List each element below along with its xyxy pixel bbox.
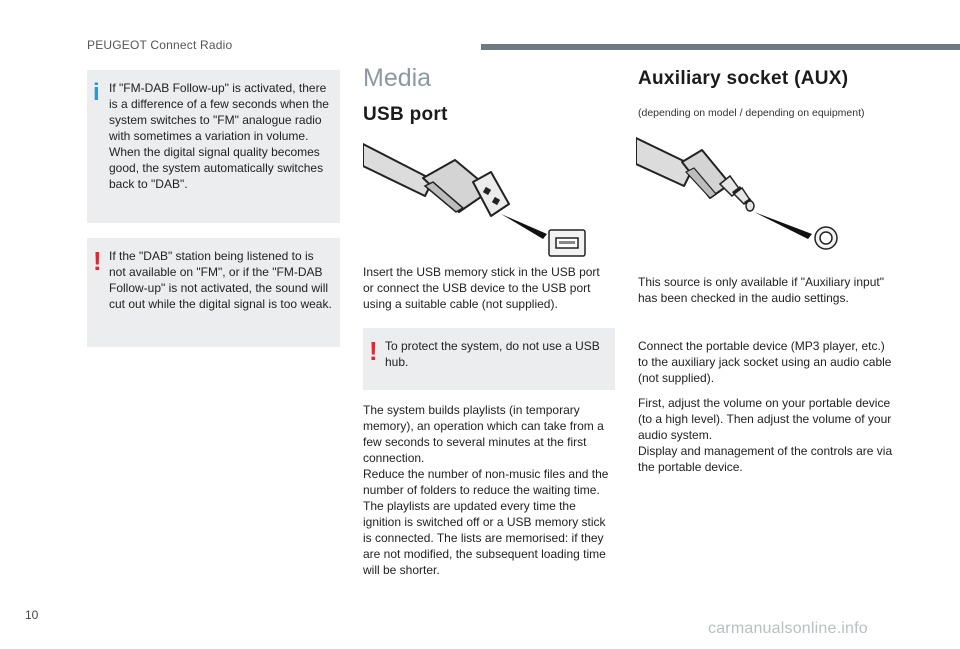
usb-port-heading: USB port [363,104,448,125]
running-header-title: PEUGEOT Connect Radio [87,38,233,52]
aux-availability-note: (depending on model / depending on equipment) [638,107,865,119]
section-title-media: Media [363,64,432,92]
usb-warning-text: To protect the system, do not use a USB hub. [385,339,600,369]
aux-jack-illustration [636,134,856,256]
warning-box-text: If the "DAB" station being listened to is not available on "FM", or if the "FM-DAB Follow-up" is not activated, the sound will cut out while the digital signal is too weak. [109,249,332,311]
usb-warning-box [363,328,615,390]
usb-instruction-text: Insert the USB memory stick in the USB port or connect the USB device to the USB port using a suitable cable (not supplied). [363,265,600,311]
aux-socket-heading: Auxiliary socket (AUX) [638,68,849,89]
info-box [87,70,340,223]
header-bar [481,44,960,50]
info-icon: i [93,79,100,106]
warning-icon: ! [93,246,102,276]
playlist-text: The system builds playlists (in temporary memory), an operation which can take from a few seconds to several minutes at the first connection. Reduce the number of non-music files and the number of folders to reduce the waiting time. The playlists are updated every time the ignition is switched off or a USB memory stick is connected. The lists are memorised: if they are not modified, the subsequent loading time will be shorter. [363,403,609,577]
watermark: carmanualsonline.info [708,620,868,637]
page-number: 10 [25,608,39,622]
warning-box [87,238,340,347]
info-box-text: If "FM-DAB Follow-up" is activated, there is a difference of a few seconds when the system switches to "FM" analogue radio with sometimes a variation in volume. When the digital signal quality becomes good, the system automatically switches back to "DAB". [109,81,329,191]
warning-icon: ! [369,336,378,366]
usb-plug-illustration [363,138,593,258]
aux-availability-text: This source is only available if "Auxiliary input" has been checked in the audio settings. [638,275,884,305]
aux-volume-text: First, adjust the volume on your portable device (to a high level). Then adjust the volume of your audio system. Display and management of the controls are via the portable device. [638,396,893,474]
aux-connect-text: Connect the portable device (MP3 player, etc.) to the auxiliary jack socket using an audio cable (not supplied). [638,339,892,385]
